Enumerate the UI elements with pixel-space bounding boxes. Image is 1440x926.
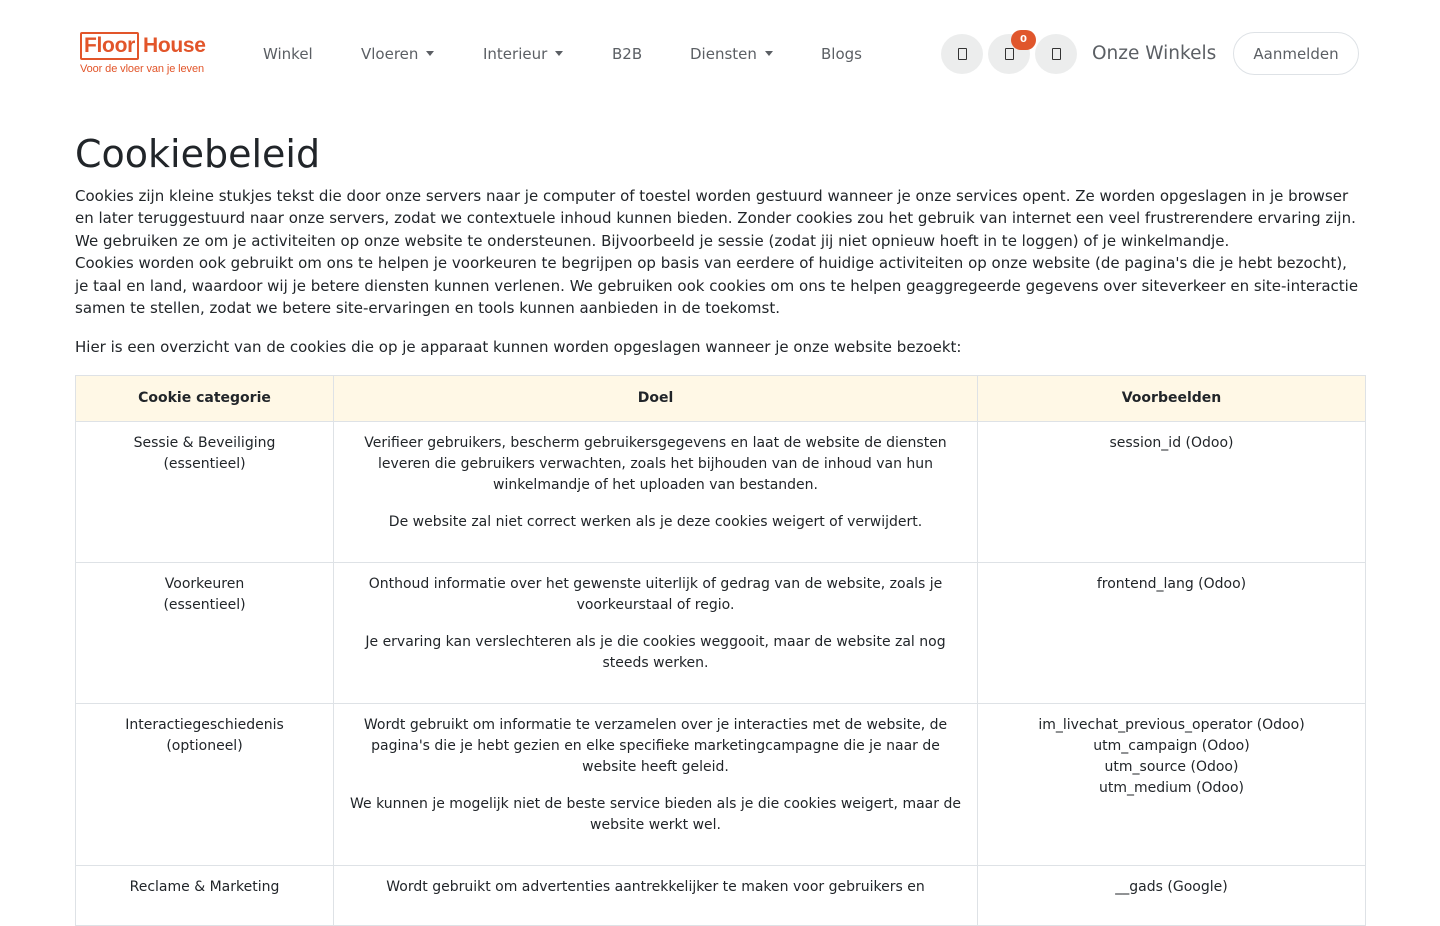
cookie-category-cell	[76, 563, 334, 704]
cookie-example: im_livechat_previous_operator (Odoo)	[1038, 717, 1305, 733]
purpose-note: De website zal niet correct werken als je deze cookies weigert of verwijdert.	[388, 514, 923, 530]
purpose-note: We kunnen je mogelijk niet de beste service bieden als je die cookies weigert, maar de website werkt wel.	[350, 796, 961, 833]
nav-item-label: Interieur	[483, 45, 548, 63]
purpose-text: Wordt gebruikt om advertenties aantrekkelijker te maken voor gebruikers en	[386, 879, 925, 895]
cookie-category-cell	[76, 422, 334, 563]
login-button-label: Aanmelden	[1253, 44, 1339, 63]
cookie-example: session_id (Odoo)	[1109, 435, 1234, 451]
site-header	[0, 0, 1440, 108]
floorhouse-logo[interactable]	[80, 30, 212, 78]
column-header-purpose: Doel	[334, 376, 978, 422]
page-title: Cookiebeleid	[75, 132, 321, 176]
cookie-overview-text: Hier is een overzicht van de cookies die op je apparaat kunnen worden opgeslagen wanneer je onze website bezoekt:	[75, 338, 962, 356]
table-row	[76, 866, 1366, 926]
cookie-category-cell	[76, 704, 334, 866]
chevron-down-icon	[555, 51, 563, 56]
purpose-text: Verifieer gebruikers, bescherm gebruikersgegevens en laat de website de diensten leveren die gebruikers verwachten, zoals het bijhouden van de inhoud van hun winkelmandje of het uploaden van bestanden.	[364, 435, 947, 493]
purpose-text: Onthoud informatie over het gewenste uiterlijk of gedrag van de website, zoals je voorkeurstaal of regio.	[368, 576, 943, 613]
logo-word-house: House	[143, 34, 206, 57]
cookie-purpose-cell	[334, 422, 978, 563]
table-header-row	[76, 376, 1366, 422]
cookie-example: utm_medium (Odoo)	[1099, 780, 1244, 796]
our-stores-link[interactable]: Onze Winkels	[1092, 43, 1217, 64]
login-button[interactable]	[1233, 32, 1359, 75]
table-row	[76, 704, 1366, 866]
intro-paragraph: Cookies worden ook gebruikt om ons te helpen je voorkeuren te begrijpen op basis van eerdere of huidige activiteiten op onze website (de pagina's die je hebt bezocht), je taal en land, waardoor wij je betere diensten kunnen verlenen. We gebruiken ook cookies om ons te helpen geaggregeerde gegevens over siteverkeer en site-interactie samen te stellen, zodat we betere site-ervaringen en tools kunnen aanbieden in de toekomst.	[75, 254, 1359, 318]
nav-item-b2b[interactable]	[612, 42, 642, 66]
cookie-purpose-cell	[334, 563, 978, 704]
cookie-examples-cell	[978, 563, 1366, 704]
purpose-text: Wordt gebruikt om informatie te verzamelen over je interacties met de website, de pagina's die je hebt gezien en elke specifieke marketingcampagne die je naar de website heeft geleid.	[363, 717, 948, 775]
category-type: (essentieel)	[163, 597, 246, 613]
nav-item-interieur[interactable]	[483, 42, 563, 66]
cart-button[interactable]	[988, 34, 1030, 74]
intro-text	[75, 185, 1365, 319]
column-header-examples: Voorbeelden	[978, 376, 1366, 422]
cookie-example: __gads (Google)	[1115, 879, 1228, 895]
intro-paragraph: Cookies zijn kleine stukjes tekst die door onze servers naar je computer of toestel worden gestuurd wanneer je onze services opent. Ze worden opgeslagen in je browser en later teruggestuurd naar onze servers, zodat we contextuele inhoud kunnen bieden. Zonder cookies zou het gebruik van internet een veel frustrerendere ervaring zijn. We gebruiken ze om je activiteiten op onze website te ondersteunen. Bijvoorbeeld je sessie (zodat jij niet opnieuw hoeft in te loggen) of je winkelmandje.	[75, 187, 1356, 250]
cookie-example: frontend_lang (Odoo)	[1096, 576, 1247, 592]
cart-count-badge: 0	[1011, 30, 1036, 50]
category-name: Sessie & Beveiliging	[133, 435, 276, 451]
purpose-note: Je ervaring kan verslechteren als je die cookies weggooit, maar de website zal nog steeds werken.	[365, 634, 946, 671]
chevron-down-icon	[426, 51, 434, 56]
table-row	[76, 422, 1366, 563]
logo-tagline: Voor de vloer van je leven	[80, 63, 204, 75]
cookie-examples-cell	[978, 422, 1366, 563]
logo-wordmark	[80, 30, 212, 62]
nav-item-vloeren[interactable]	[361, 42, 434, 66]
category-name: Voorkeuren	[164, 576, 245, 592]
chevron-down-icon	[765, 51, 773, 56]
nav-item-label: Blogs	[821, 45, 862, 63]
table-row	[76, 563, 1366, 704]
nav-item-winkel[interactable]	[263, 42, 313, 66]
nav-item-label: Vloeren	[361, 45, 419, 63]
nav-item-label: Winkel	[263, 45, 313, 63]
category-name: Interactiegeschiedenis	[125, 717, 284, 733]
heart-icon	[1052, 48, 1061, 60]
wishlist-button[interactable]	[1035, 34, 1077, 74]
cookie-table	[75, 375, 1366, 926]
cookie-category-cell	[76, 866, 334, 926]
logo-word-floor: Floor	[80, 32, 139, 60]
category-type: (optioneel)	[166, 738, 243, 754]
category-name: Reclame & Marketing	[129, 879, 280, 895]
nav-item-diensten[interactable]	[690, 42, 773, 66]
cookie-examples-cell	[978, 866, 1366, 926]
cookie-purpose-cell	[334, 866, 978, 926]
cookie-examples-cell	[978, 704, 1366, 866]
nav-item-label: B2B	[612, 45, 643, 63]
cart-icon	[1005, 48, 1014, 60]
column-header-category: Cookie categorie	[76, 376, 334, 422]
cookie-example: utm_campaign (Odoo)	[1093, 738, 1250, 754]
search-button[interactable]	[941, 34, 983, 74]
category-type: (essentieel)	[163, 456, 246, 472]
search-icon	[958, 48, 967, 60]
cookie-example: utm_source (Odoo)	[1104, 759, 1239, 775]
nav-item-blogs[interactable]	[821, 42, 862, 66]
nav-item-label: Diensten	[690, 45, 757, 63]
cookie-purpose-cell	[334, 704, 978, 866]
